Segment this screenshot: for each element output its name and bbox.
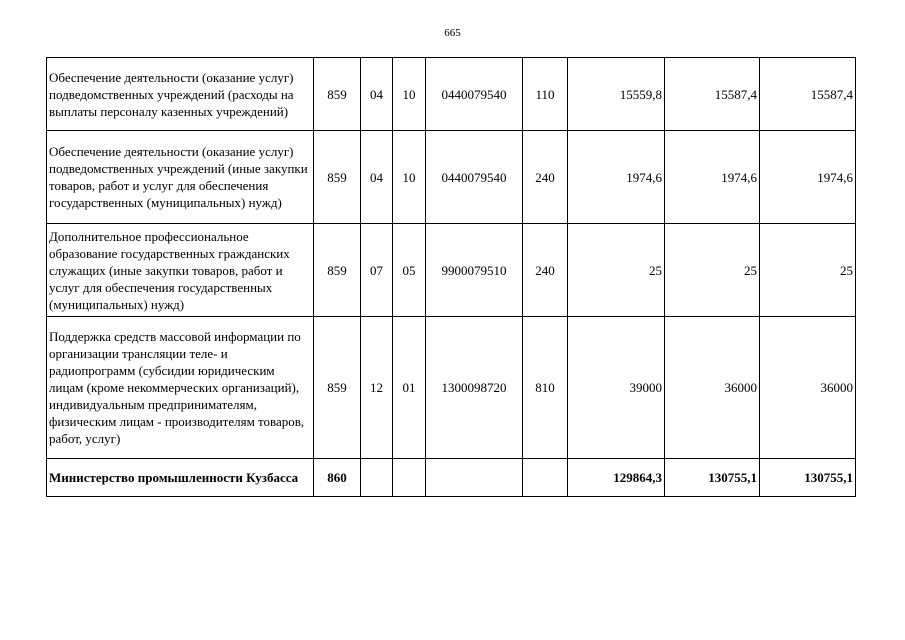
csr-code: 1300098720 [426,317,523,459]
csr-code: 0440079540 [426,131,523,224]
amount-year-3: 15587,4 [760,58,856,131]
vr-code: 240 [523,224,568,317]
amount-year-1: 39000 [568,317,665,459]
pr-code [393,459,426,497]
rz-code: 07 [361,224,393,317]
rz-code [361,459,393,497]
ved-code: 859 [314,224,361,317]
pr-code: 01 [393,317,426,459]
ved-code: 859 [314,131,361,224]
csr-code: 0440079540 [426,58,523,131]
row-name: Дополнительное профессиональное образование государственных гражданских служащих (иные закупки товаров, работ и услуг для обеспечения государственных (муниципальных) нужд) [47,224,314,317]
ved-code: 859 [314,58,361,131]
amount-year-1: 25 [568,224,665,317]
table-row [47,58,856,131]
csr-code: 9900079510 [426,224,523,317]
amount-year-2: 1974,6 [665,131,760,224]
amount-year-3: 25 [760,224,856,317]
rz-code: 04 [361,58,393,131]
pr-code: 10 [393,58,426,131]
amount-year-3: 130755,1 [760,459,856,497]
amount-year-2: 36000 [665,317,760,459]
amount-year-3: 1974,6 [760,131,856,224]
budget-table [46,57,856,497]
amount-year-2: 15587,4 [665,58,760,131]
row-name: Поддержка средств массовой информации по организации трансляции теле- и радиопрограмм (субсидии юридическим лицам (кроме некоммерческих организаций), индивидуальным предпринимателям, физическим лицам - производителям товаров, работ, услуг) [47,317,314,459]
amount-year-1: 129864,3 [568,459,665,497]
csr-code [426,459,523,497]
row-name: Обеспечение деятельности (оказание услуг) подведомственных учреждений (иные закупки товаров, работ и услуг для обеспечения государственных (муниципальных) нужд) [47,131,314,224]
table-row-total [47,459,856,497]
ved-code: 859 [314,317,361,459]
amount-year-1: 1974,6 [568,131,665,224]
rz-code: 04 [361,131,393,224]
row-name: Министерство промышленности Кузбасса [47,459,314,497]
amount-year-3: 36000 [760,317,856,459]
table-row [47,317,856,459]
rz-code: 12 [361,317,393,459]
vr-code: 810 [523,317,568,459]
table-row [47,131,856,224]
amount-year-2: 130755,1 [665,459,760,497]
amount-year-1: 15559,8 [568,58,665,131]
vr-code: 240 [523,131,568,224]
pr-code: 10 [393,131,426,224]
pr-code: 05 [393,224,426,317]
amount-year-2: 25 [665,224,760,317]
ved-code: 860 [314,459,361,497]
page-number: 665 [444,27,461,39]
vr-code [523,459,568,497]
row-name: Обеспечение деятельности (оказание услуг) подведомственных учреждений (расходы на выплаты персоналу казенных учреждений) [47,58,314,131]
vr-code: 110 [523,58,568,131]
table-row [47,224,856,317]
